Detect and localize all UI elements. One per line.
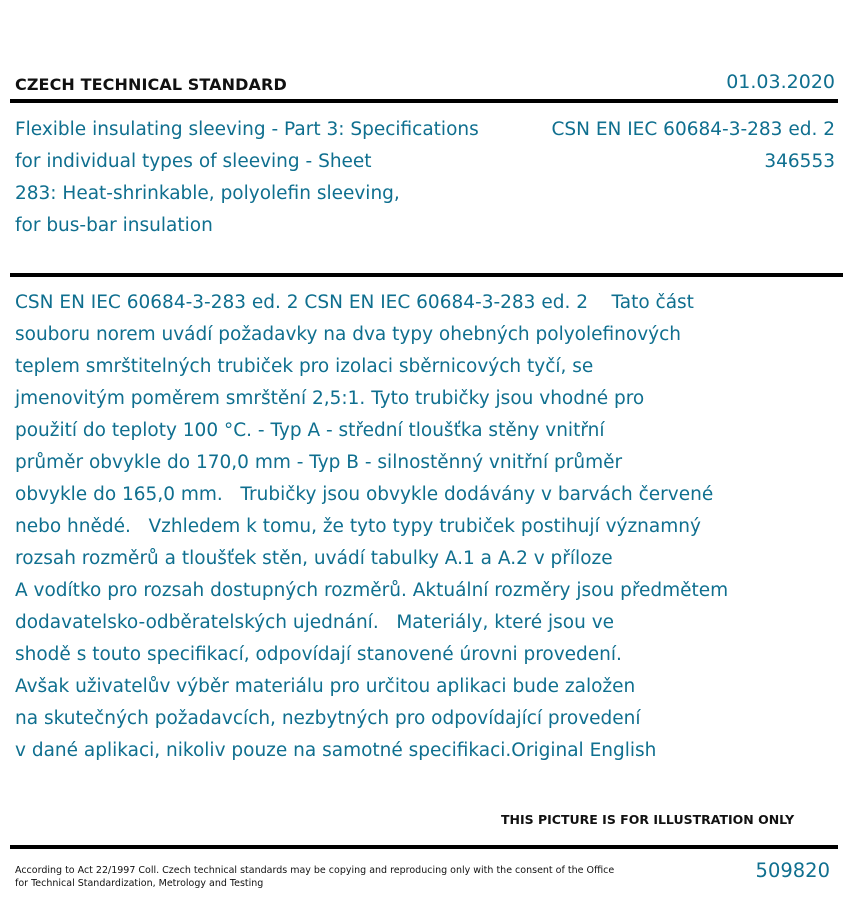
section-divider: [10, 273, 843, 277]
abstract-line: v dané aplikaci, nikoliv pouze na samotné specifikaci.Original English: [15, 740, 657, 761]
abstract-line: použití do teploty 100 °C. - Typ A - střední tloušťka stěny vnitřní: [15, 420, 605, 441]
copyright-note: [15, 864, 615, 890]
standard-description-line: for individual types of sleeving - Sheet: [15, 151, 372, 172]
abstract-text: [15, 287, 845, 767]
abstract-line: nebo hnědé. Vzhledem k tomu, že tyto typy trubiček postihují významný: [15, 516, 701, 537]
document-date: 01.03.2020: [726, 71, 835, 93]
footer-divider: [10, 845, 838, 849]
abstract-line: souboru norem uvádí požadavky na dva typy ohebných polyolefinových: [15, 324, 681, 345]
abstract-line: na skutečných požadavcích, nezbytných pro odpovídající provedení: [15, 708, 641, 729]
copyright-note-line: for Technical Standardization, Metrology and Testing: [15, 878, 264, 889]
illustration-notice: THIS PICTURE IS FOR ILLUSTRATION ONLY: [501, 812, 795, 827]
standard-description-line: for bus-bar insulation: [15, 215, 213, 236]
catalog-number: 346553: [764, 151, 835, 172]
standard-description: [15, 114, 515, 242]
abstract-line: Avšak uživatelův výběr materiálu pro určitou aplikaci bude založen: [15, 676, 636, 697]
abstract-line: obvykle do 165,0 mm. Trubičky jsou obvykle dodávány v barvách červené: [15, 484, 714, 505]
document-header-title: CZECH TECHNICAL STANDARD: [15, 75, 287, 94]
standard-description-line: 283: Heat-shrinkable, polyolefin sleeving,: [15, 183, 400, 204]
abstract-line: průměr obvykle do 170,0 mm - Typ B - silnostěnný vnitřní průměr: [15, 452, 623, 473]
abstract-line: dodavatelsko-odběratelských ujednání. Materiály, které jsou ve: [15, 612, 615, 633]
standard-code: CSN EN IEC 60684-3-283 ed. 2: [551, 119, 835, 140]
document-number: 509820: [755, 859, 830, 882]
copyright-note-line: According to Act 22/1997 Coll. Czech technical standards may be copying and reproducing only with the consent of the Office: [15, 865, 615, 876]
abstract-line: rozsah rozměrů a tloušťek stěn, uvádí tabulky A.1 a A.2 v příloze: [15, 548, 613, 569]
abstract-line: A vodítko pro rozsah dostupných rozměrů. Aktuální rozměry jsou předmětem: [15, 580, 729, 601]
standard-description-line: Flexible insulating sleeving - Part 3: Specifications: [15, 119, 479, 140]
standard-identifier: [551, 114, 835, 178]
abstract-line: teplem smrštitelných trubiček pro izolaci sběrnicových tyčí, se: [15, 356, 594, 377]
abstract-line: shodě s touto specifikací, odpovídají stanovené úrovni provedení.: [15, 644, 622, 665]
header-divider: [10, 99, 838, 103]
abstract-line: jmenovitým poměrem smrštění 2,5:1. Tyto trubičky jsou vhodné pro: [15, 388, 645, 409]
abstract-line: CSN EN IEC 60684-3-283 ed. 2 CSN EN IEC 60684-3-283 ed. 2 Tato část: [15, 292, 694, 313]
